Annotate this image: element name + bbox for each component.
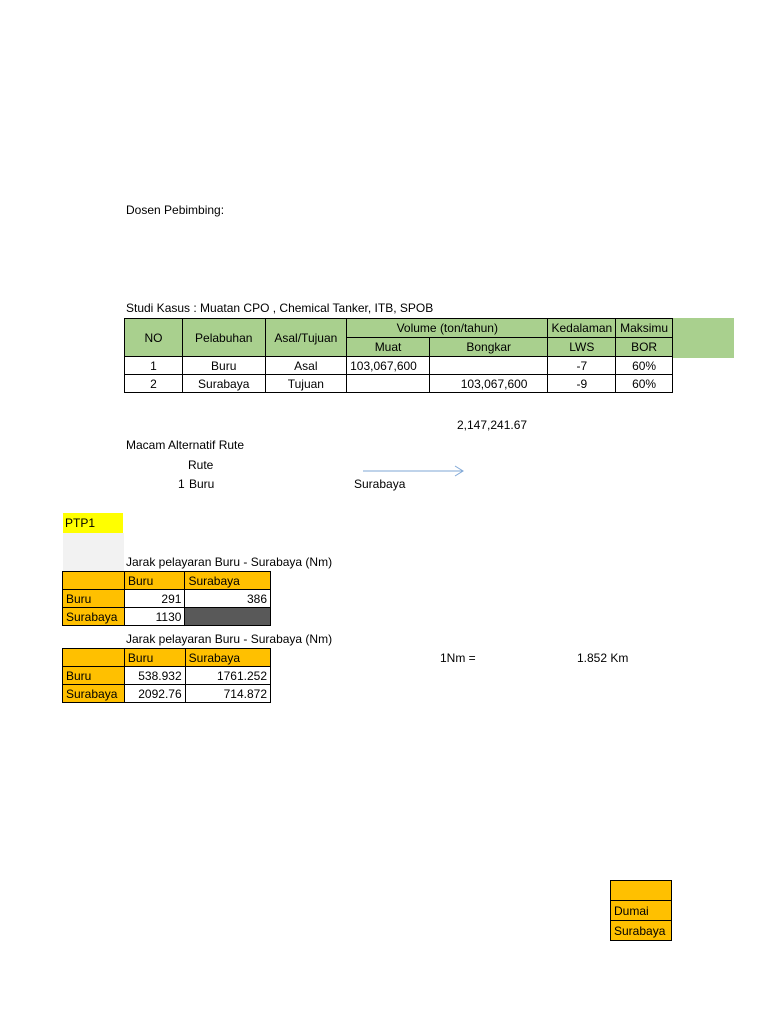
corner-cell <box>63 572 125 590</box>
route-destination: Surabaya <box>354 477 406 491</box>
port-table <box>124 318 673 393</box>
cell-unload <box>429 357 548 375</box>
cell-load: 103,067,600 <box>347 357 430 375</box>
ptp-label: PTP1 <box>63 513 123 533</box>
row-header-buru: Buru <box>63 590 125 608</box>
col-header-no: NO <box>125 319 183 357</box>
route-arrow-icon <box>362 465 466 477</box>
col-header-port: Pelabuhan <box>182 319 265 357</box>
small-table-header <box>611 881 672 901</box>
header-green-extension <box>672 318 734 358</box>
col-header-surabaya: Surabaya <box>185 649 270 667</box>
cell-value: 1761.252 <box>185 667 270 685</box>
small-port-table <box>610 880 672 941</box>
cell-no: 2 <box>125 375 183 393</box>
cell-port: Buru <box>182 357 265 375</box>
supervisor-label: Dosen Pebimbing: <box>126 203 225 217</box>
col-header-surabaya: Surabaya <box>185 572 271 590</box>
table-row <box>63 685 271 703</box>
cell-role: Asal <box>265 357 347 375</box>
distance-table-km <box>62 648 271 703</box>
row-header-surabaya: Surabaya <box>63 685 125 703</box>
cell-bor: 60% <box>616 375 673 393</box>
small-table-cell-surabaya: Surabaya <box>611 921 672 941</box>
route-label: Rute <box>188 458 214 472</box>
table-row <box>63 590 271 608</box>
cell-port: Surabaya <box>182 375 265 393</box>
cell-no: 1 <box>125 357 183 375</box>
computed-value: 2,147,241.67 <box>457 418 528 432</box>
conversion-left: 1Nm = <box>440 651 476 665</box>
route-number: 1 <box>178 477 185 491</box>
case-study-title: Studi Kasus : Muatan CPO , Chemical Tanker, ITB, SPOB <box>126 301 434 315</box>
table-row <box>63 667 271 685</box>
cell-value: 2092.76 <box>124 685 185 703</box>
cell-value-blank <box>185 608 271 626</box>
col-header-max: Maksimu <box>616 319 673 338</box>
small-table-cell-dumai: Dumai <box>611 901 672 921</box>
row-header-surabaya: Surabaya <box>63 608 125 626</box>
distance-table-nm <box>62 571 271 626</box>
table-row <box>63 608 271 626</box>
grey-cell <box>63 533 124 571</box>
corner-cell <box>63 649 125 667</box>
cell-lws: -7 <box>548 357 616 375</box>
cell-value: 291 <box>124 590 185 608</box>
col-header-unload: Bongkar <box>429 338 548 357</box>
conversion-right: 1.852 Km <box>577 651 629 665</box>
col-header-load: Muat <box>347 338 430 357</box>
col-header-buru: Buru <box>124 649 185 667</box>
distance-table-km-title: Jarak pelayaran Buru - Surabaya (Nm) <box>126 632 333 646</box>
table-row <box>125 357 673 375</box>
table-row <box>125 375 673 393</box>
col-header-origin-dest: Asal/Tujuan <box>265 319 347 357</box>
col-header-depth: Kedalaman <box>548 319 616 338</box>
cell-lws: -9 <box>548 375 616 393</box>
route-origin: Buru <box>189 477 215 491</box>
cell-unload: 103,067,600 <box>429 375 548 393</box>
cell-load <box>347 375 430 393</box>
cell-role: Tujuan <box>265 375 347 393</box>
col-header-lws: LWS <box>548 338 616 357</box>
cell-value: 1130 <box>124 608 185 626</box>
route-alternatives-title: Macam Alternatif Rute <box>126 438 245 452</box>
cell-value: 538.932 <box>124 667 185 685</box>
cell-value: 714.872 <box>185 685 270 703</box>
cell-bor: 60% <box>616 357 673 375</box>
col-header-volume: Volume (ton/tahun) <box>347 319 548 338</box>
distance-table-nm-title: Jarak pelayaran Buru - Surabaya (Nm) <box>126 555 333 569</box>
col-header-buru: Buru <box>124 572 185 590</box>
row-header-buru: Buru <box>63 667 125 685</box>
col-header-bor: BOR <box>616 338 673 357</box>
cell-value: 386 <box>185 590 271 608</box>
